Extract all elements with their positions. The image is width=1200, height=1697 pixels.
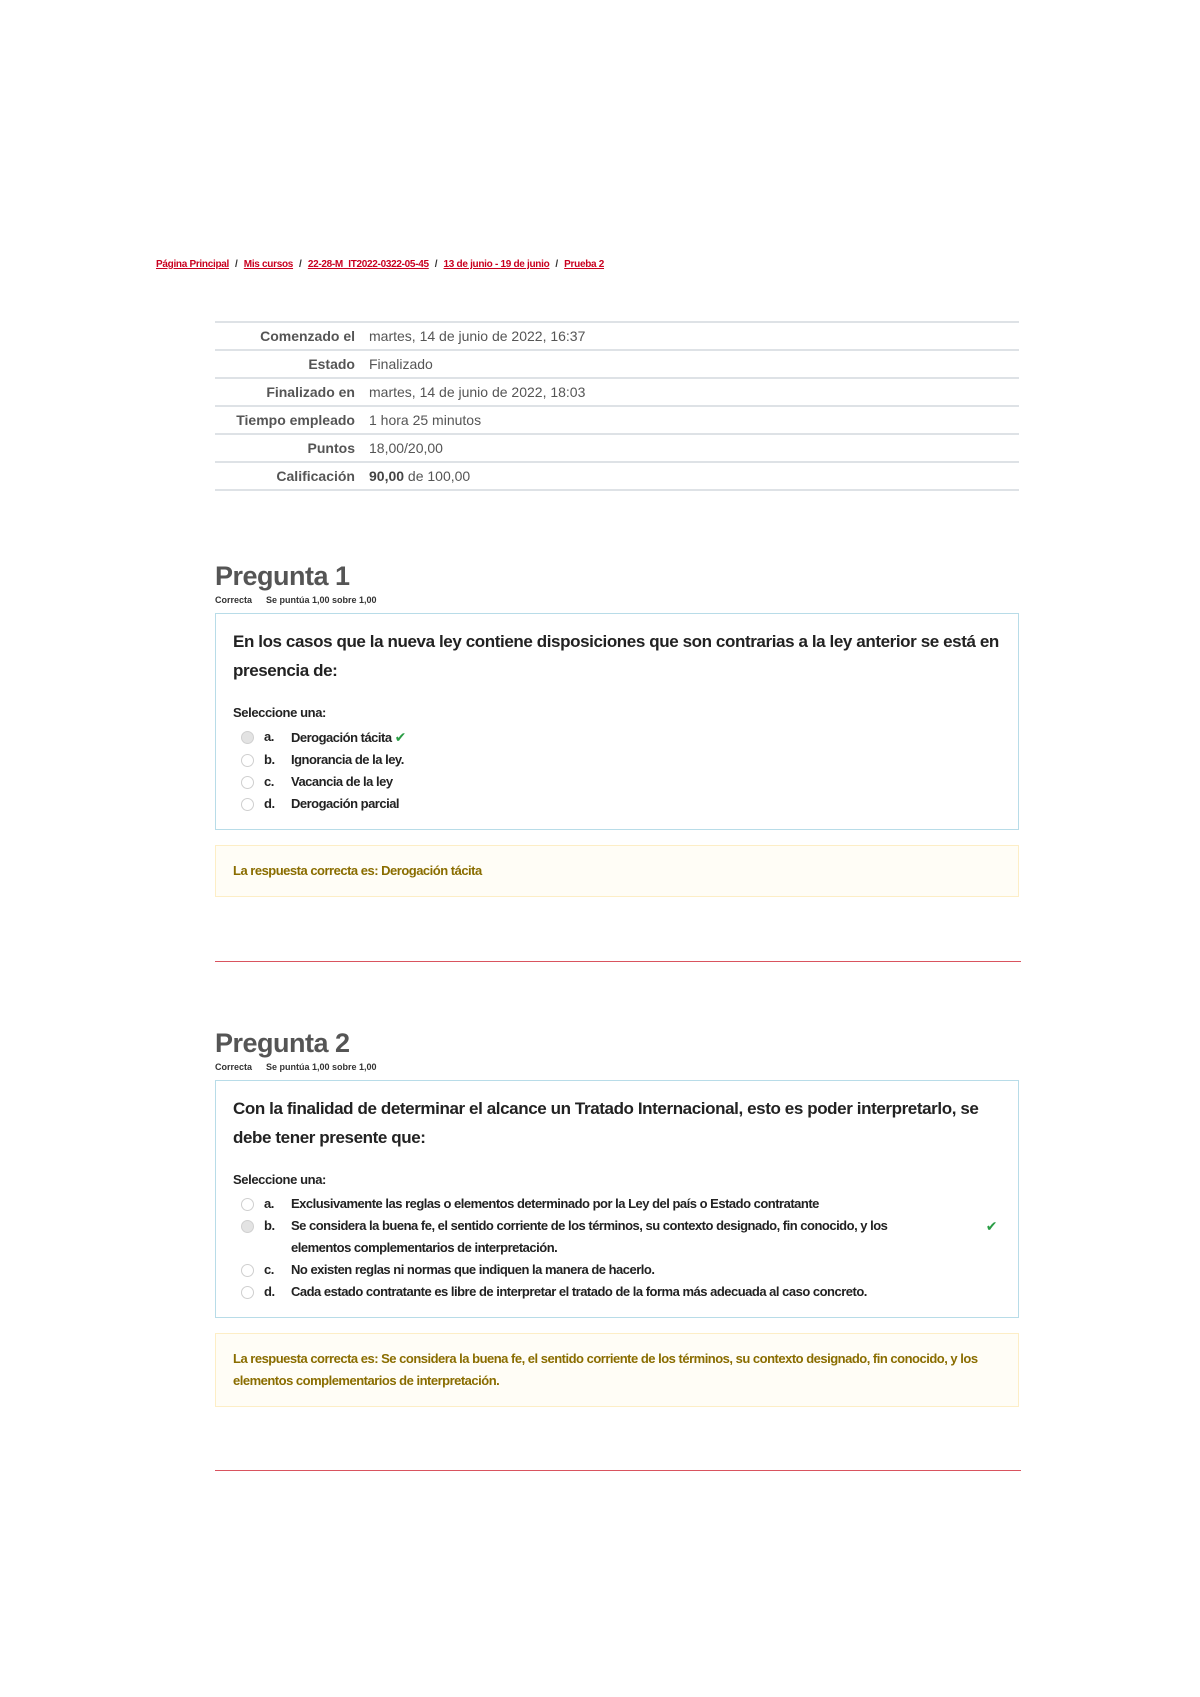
summary-label: Finalizado en (266, 384, 355, 400)
radio-button[interactable] (241, 1198, 254, 1211)
summary-row-started (215, 322, 1019, 350)
radio-button[interactable] (241, 1220, 254, 1233)
answer-text: Ignorancia de la ley. (291, 752, 404, 767)
correct-answer-feedback: La respuesta correcta es: Derogación tácita (215, 845, 1019, 897)
radio-button[interactable] (241, 1286, 254, 1299)
radio-button[interactable] (241, 798, 254, 811)
answer-letter: b. (264, 752, 275, 767)
answer-text (291, 726, 1001, 749)
summary-label: Estado (308, 356, 355, 372)
breadcrumb-separator: / (235, 259, 238, 270)
summary-label: Calificación (276, 468, 355, 484)
question-2 (215, 1026, 1019, 1407)
answer-label: Derogación tácita (291, 730, 392, 745)
radio-button[interactable] (241, 754, 254, 767)
summary-row-finished (215, 378, 1019, 406)
breadcrumb-week[interactable]: 13 de junio - 19 de junio (443, 259, 550, 270)
answer-option-c[interactable] (233, 771, 1001, 793)
question-divider (215, 1470, 1021, 1471)
question-content-box (215, 1080, 1019, 1318)
summary-label: Puntos (307, 440, 355, 456)
answer-list (233, 1193, 1001, 1303)
answer-text: Se considera la buena fe, el sentido corriente de los términos, su contexto designado, fin conocido, y los elementos complementarios de interpretación. (291, 1218, 888, 1255)
breadcrumb-course[interactable]: 22-28-M_IT2022-0322-05-45 (307, 259, 429, 270)
radio-button[interactable] (241, 731, 254, 744)
radio-button[interactable] (241, 776, 254, 789)
correct-answer-feedback: La respuesta correcta es: Se considera la buena fe, el sentido corriente de los términos, su contexto designado, fin conocido, y los elementos complementarios de interpretación. (215, 1333, 1019, 1407)
answer-option-c[interactable] (233, 1259, 1001, 1281)
answer-list (233, 726, 1001, 815)
summary-row-state (215, 350, 1019, 378)
summary-row-points (215, 434, 1019, 462)
breadcrumb-home[interactable]: Página Principal (156, 259, 230, 270)
question-status: Correcta (215, 1062, 253, 1072)
answer-text: No existen reglas ni normas que indiquen la manera de hacerlo. (291, 1262, 655, 1277)
breadcrumb-my-courses[interactable]: Mis cursos (243, 259, 294, 270)
question-score: Se puntúa 1,00 sobre 1,00 (266, 595, 377, 605)
answer-prompt: Seleccione una: (233, 1172, 326, 1187)
question-text: Con la finalidad de determinar el alcance un Tratado Internacional, esto es poder interpretarlo, se debe tener presente que: (233, 1099, 979, 1147)
answer-letter: b. (264, 1218, 275, 1233)
answer-letter: d. (264, 796, 275, 811)
answer-option-d[interactable] (233, 1281, 1001, 1303)
summary-value: 18,00/20,00 (369, 440, 443, 456)
answer-letter: d. (264, 1284, 275, 1299)
answer-option-d[interactable] (233, 793, 1001, 815)
summary-row-time-taken (215, 406, 1019, 434)
breadcrumb-quiz[interactable]: Prueba 2 (564, 259, 605, 270)
answer-option-b[interactable] (233, 749, 1001, 771)
answer-option-a[interactable] (233, 726, 1001, 749)
grade-suffix: de 100,00 (404, 468, 471, 484)
breadcrumb-separator: / (555, 259, 559, 270)
question-title: Pregunta 2 (215, 1028, 350, 1058)
breadcrumb-separator: / (434, 259, 438, 270)
answer-option-a[interactable] (233, 1193, 1001, 1215)
question-divider (215, 961, 1021, 962)
question-content-box (215, 613, 1019, 830)
question-info (215, 1062, 1019, 1076)
answer-option-b[interactable] (233, 1215, 1001, 1259)
summary-value: Finalizado (369, 356, 433, 372)
summary-label: Comenzado el (260, 328, 355, 344)
answer-text: Cada estado contratante es libre de interpretar el tratado de la forma más adecuada al caso concreto. (291, 1284, 867, 1299)
summary-value: martes, 14 de junio de 2022, 16:37 (369, 328, 586, 344)
answer-text: Vacancia de la ley (291, 774, 393, 789)
attempt-summary-table (215, 321, 1019, 491)
question-title: Pregunta 1 (215, 561, 350, 591)
answer-letter: a. (264, 729, 274, 744)
breadcrumb (156, 259, 604, 270)
question-1 (215, 559, 1019, 897)
correct-check-icon: ✔ (985, 1218, 997, 1234)
answer-letter: a. (264, 1196, 274, 1211)
summary-row-grade (215, 462, 1019, 490)
answer-text: Derogación parcial (291, 796, 400, 811)
summary-value (367, 462, 1019, 490)
answer-letter: c. (264, 1262, 274, 1277)
summary-label: Tiempo empleado (236, 412, 355, 428)
question-info (215, 595, 1019, 609)
summary-value: martes, 14 de junio de 2022, 18:03 (369, 384, 586, 400)
question-text: En los casos que la nueva ley contiene disposiciones que son contrarias a la ley anterior se está en presencia de: (233, 632, 999, 680)
answer-letter: c. (264, 774, 274, 789)
summary-value: 1 hora 25 minutos (369, 412, 482, 428)
grade-value: 90,00 (369, 468, 405, 484)
correct-check-icon: ✔ (394, 729, 406, 745)
breadcrumb-separator: / (299, 259, 302, 270)
radio-button[interactable] (241, 1264, 254, 1277)
question-status: Correcta (215, 595, 253, 605)
answer-prompt: Seleccione una: (233, 705, 326, 720)
answer-text: Exclusivamente las reglas o elementos determinado por la Ley del país o Estado contratante (291, 1196, 819, 1211)
question-score: Se puntúa 1,00 sobre 1,00 (266, 1062, 377, 1072)
